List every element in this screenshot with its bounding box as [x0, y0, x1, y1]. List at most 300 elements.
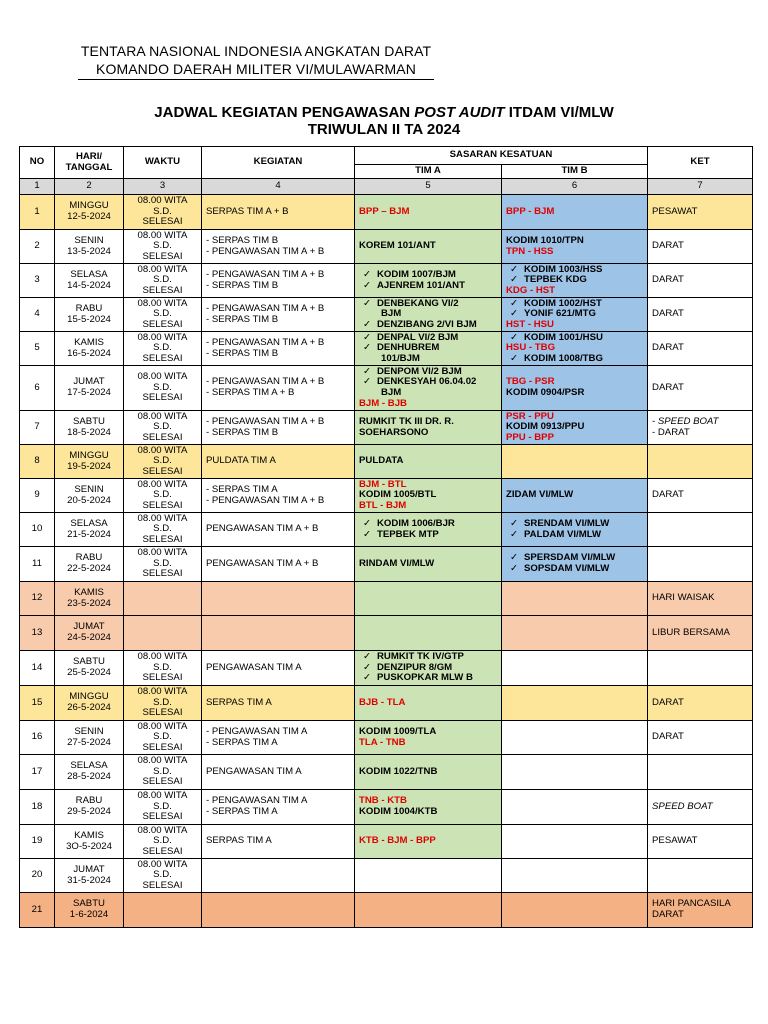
day-name: RABU [75, 795, 103, 807]
remark-line: DARAT [652, 240, 684, 252]
table-row [20, 513, 753, 547]
activity-cell [202, 686, 355, 721]
team-a-line: BJM [381, 308, 402, 320]
day-date-cell [55, 616, 124, 651]
day-date-cell [55, 547, 124, 582]
activity-line: SERPAS TIM A [206, 696, 272, 708]
remark-cell [648, 790, 753, 825]
time-line: S.D. [153, 455, 172, 467]
team-a-line-text: DENKESYAH 06.04.02 [377, 376, 477, 388]
team-a-line [359, 343, 497, 354]
remark-cell [648, 582, 753, 616]
table-row [20, 686, 753, 721]
date: 13-5-2024 [67, 245, 111, 257]
team-a-line: BJM - BTL [359, 478, 407, 490]
check-icon: ✓ [363, 528, 372, 540]
remark-line: - SPEED BOAT [652, 415, 719, 427]
team-a-line: SOEHARSONO [359, 426, 429, 438]
activity-line: PENGAWASAN TIM A + B [206, 523, 319, 535]
document-header [0, 42, 512, 80]
team-a-line-text: DENHUBREM [377, 342, 440, 354]
time-line: S.D. [153, 661, 172, 673]
day-name: SABTU [73, 656, 105, 668]
table-row [20, 859, 753, 893]
check-icon: ✓ [363, 376, 372, 388]
remark-line: DARAT [652, 342, 684, 354]
team-a-line: BJM [381, 387, 402, 398]
activity-line: - PENGAWASAN TIM A + B [206, 494, 325, 506]
table-row [20, 893, 753, 928]
team-b-line [506, 530, 643, 541]
activity-cell [202, 264, 355, 298]
header-tim-a: TIM A [355, 165, 502, 179]
remark-cell [648, 547, 753, 582]
remark-line: DARAT [652, 909, 684, 920]
team-b-cell [502, 616, 648, 651]
team-a-cell [355, 230, 502, 264]
team-a-line-text: DENPAL VI/2 BJM [377, 331, 459, 343]
team-a-line: TNB - KTB [359, 795, 407, 807]
team-b-line-text: KODIM 1001/HSU [524, 331, 603, 343]
table-row [20, 547, 753, 582]
row-number: 9 [20, 479, 55, 513]
time-line: 08.00 WITA [137, 229, 188, 241]
remark-cell [648, 479, 753, 513]
check-icon: ✓ [510, 331, 519, 343]
check-icon: ✓ [363, 672, 372, 684]
time-line: S.D. [153, 240, 172, 252]
activity-line: - PENGAWASAN TIM A [206, 795, 308, 807]
time-line: 08.00 WITA [137, 790, 188, 802]
team-a-cell [355, 790, 502, 825]
time-line: S.D. [153, 765, 172, 777]
time-cell [124, 582, 202, 616]
team-b-line: HST - HSU [506, 318, 554, 330]
column-number-row [20, 179, 753, 195]
remark-line: DARAT [652, 696, 684, 708]
team-b-line-text: TEPBEK KDG [524, 274, 587, 286]
row-number: 7 [20, 411, 55, 445]
team-a-cell [355, 859, 502, 893]
activity-cell [202, 332, 355, 366]
activity-cell [202, 582, 355, 616]
check-icon: ✓ [363, 297, 372, 309]
time-line: 08.00 WITA [137, 755, 188, 767]
team-b-cell [502, 755, 648, 790]
activity-cell [202, 616, 355, 651]
team-a-cell [355, 195, 502, 230]
time-line: SELESAI [142, 284, 183, 296]
activity-line: - PENGAWASAN TIM A + B [206, 376, 325, 388]
check-icon: ✓ [510, 552, 519, 564]
remark-cell [648, 195, 753, 230]
time-line: 08.00 WITA [137, 858, 188, 870]
day-name: SELASA [70, 268, 108, 280]
day-date-cell [55, 859, 124, 893]
table-row [20, 298, 753, 332]
team-b-line [506, 354, 643, 365]
time-cell [124, 721, 202, 755]
team-b-line-text: YONIF 621/MTG [524, 308, 596, 320]
team-b-cell [502, 582, 648, 616]
time-line: 08.00 WITA [137, 444, 188, 456]
team-a-line: BTL - BJM [359, 499, 407, 511]
check-icon: ✓ [510, 352, 519, 364]
time-line: SELESAI [142, 776, 183, 788]
remark-cell [648, 651, 753, 686]
team-a-line: PULDATA [359, 455, 404, 467]
team-b-line: HSU - TBG [506, 342, 556, 354]
row-number: 15 [20, 686, 55, 721]
remark-line: DARAT [652, 308, 684, 320]
day-date-cell [55, 721, 124, 755]
time-line: S.D. [153, 731, 172, 743]
activity-cell [202, 230, 355, 264]
activity-cell [202, 651, 355, 686]
time-cell [124, 513, 202, 547]
title-italic: POST AUDIT [414, 104, 505, 121]
team-b-line: TPN - HSS [506, 245, 554, 257]
check-icon: ✓ [510, 308, 519, 320]
activity-line: PENGAWASAN TIM A [206, 765, 302, 777]
table-row [20, 721, 753, 755]
team-b-cell [502, 686, 648, 721]
time-line: SELESAI [142, 672, 183, 684]
time-cell [124, 195, 202, 230]
team-a-cell [355, 721, 502, 755]
row-number: 16 [20, 721, 55, 755]
activity-line: - SERPAS TIM B [206, 279, 279, 291]
title-line-1 [0, 104, 768, 121]
time-cell [124, 332, 202, 366]
activity-cell [202, 479, 355, 513]
remark-cell [648, 616, 753, 651]
team-b-line-text: SOPSDAM VI/MLW [524, 563, 610, 574]
day-date-cell [55, 195, 124, 230]
activity-line: - PENGAWASAN TIM A + B [206, 245, 325, 257]
activity-line: PENGAWASAN TIM A + B [206, 557, 319, 569]
team-a-line-text: TEPBEK MTP [377, 528, 439, 540]
time-line: 08.00 WITA [137, 478, 188, 490]
team-b-cell [502, 721, 648, 755]
activity-line: SERPAS TIM A + B [206, 205, 289, 217]
time-line: SELESAI [142, 741, 183, 753]
time-line: SELESAI [142, 811, 183, 823]
time-cell [124, 651, 202, 686]
time-line: S.D. [153, 342, 172, 354]
activity-line: - PENGAWASAN TIM A [206, 725, 308, 737]
day-date-cell [55, 445, 124, 479]
activity-cell [202, 893, 355, 928]
time-line: 08.00 WITA [137, 720, 188, 732]
time-line: S.D. [153, 557, 172, 569]
activity-line: - SERPAS TIM A [206, 483, 278, 495]
row-number: 18 [20, 790, 55, 825]
table-row [20, 332, 753, 366]
check-icon: ✓ [510, 563, 519, 574]
day-name: SELASA [70, 760, 108, 772]
day-name: SENIN [74, 234, 104, 246]
time-cell [124, 790, 202, 825]
activity-line: - PENGAWASAN TIM A + B [206, 336, 325, 348]
day-date-cell [55, 825, 124, 859]
day-name: KAMIS [74, 586, 104, 598]
check-icon: ✓ [363, 661, 372, 673]
remark-line: DARAT [652, 731, 684, 743]
date: 16-5-2024 [67, 347, 111, 359]
time-cell [124, 479, 202, 513]
schedule-body [20, 195, 753, 928]
team-a-line-text: DENBEKANG VI/2 [377, 297, 459, 309]
team-b-line: ZIDAM VI/MLW [506, 489, 574, 501]
activity-cell [202, 825, 355, 859]
date: 27-5-2024 [67, 736, 111, 748]
column-number: 7 [648, 179, 753, 195]
time-cell [124, 755, 202, 790]
remark-cell [648, 513, 753, 547]
team-a-line-text: DENZIPUR 8/GM [377, 661, 453, 673]
team-b-cell [502, 825, 648, 859]
remark-line: - DARAT [652, 426, 690, 438]
activity-cell [202, 755, 355, 790]
remark-cell [648, 230, 753, 264]
team-a-cell [355, 445, 502, 479]
activity-line: - PENGAWASAN TIM A + B [206, 302, 325, 314]
row-number: 21 [20, 893, 55, 928]
header-underline [78, 79, 434, 80]
team-b-line-text: SPERSDAM VI/MLW [524, 552, 616, 564]
date: 1-6-2024 [69, 909, 109, 920]
day-date-cell [55, 230, 124, 264]
time-line: S.D. [153, 205, 172, 217]
remark-line: HARI PANCASILA [652, 898, 731, 910]
time-line: S.D. [153, 800, 172, 812]
team-a-cell [355, 332, 502, 366]
check-icon: ✓ [510, 517, 519, 529]
time-line: 08.00 WITA [137, 512, 188, 524]
activity-line: - PENGAWASAN TIM A + B [206, 268, 325, 280]
team-a-line-text: AJENREM 101/ANT [377, 279, 465, 291]
team-b-line-text: SRENDAM VI/MLW [524, 517, 610, 529]
table-row [20, 230, 753, 264]
team-a-line: RINDAM VI/MLW [359, 557, 435, 569]
team-a-line [359, 673, 497, 684]
team-a-line-text: PUSKOPKAR MLW B [377, 672, 473, 684]
day-date-cell [55, 686, 124, 721]
row-number: 6 [20, 366, 55, 411]
check-icon: ✓ [363, 268, 372, 280]
team-a-cell [355, 264, 502, 298]
remark-cell [648, 721, 753, 755]
check-icon: ✓ [363, 318, 372, 330]
time-line: S.D. [153, 381, 172, 393]
time-line: S.D. [153, 274, 172, 286]
remark-line: PESAWAT [652, 205, 698, 217]
day-date-cell [55, 513, 124, 547]
team-a-cell [355, 547, 502, 582]
schedule-table [19, 146, 753, 928]
day-name: MINGGU [69, 200, 109, 212]
time-line: 08.00 WITA [137, 331, 188, 343]
row-number: 14 [20, 651, 55, 686]
time-line: SELESAI [142, 392, 183, 404]
team-a-line [359, 281, 497, 292]
day-name: SABTU [73, 898, 105, 910]
team-a-line-text: RUMKIT TK IV/GTP [377, 651, 464, 663]
time-cell [124, 230, 202, 264]
team-a-line [359, 299, 497, 310]
team-a-line-text: KODIM 1007/BJM [377, 268, 456, 280]
remark-cell [648, 298, 753, 332]
time-line: S.D. [153, 869, 172, 881]
activity-line: PENGAWASAN TIM A [206, 661, 302, 673]
team-a-line: 101/BJM [381, 352, 420, 364]
time-cell [124, 616, 202, 651]
time-line: 08.00 WITA [137, 195, 188, 207]
remark-line: HARI WAISAK [652, 592, 715, 604]
time-line: SELESAI [142, 879, 183, 891]
team-a-line: KODIM 1022/TNB [359, 765, 438, 777]
table-row [20, 651, 753, 686]
team-b-line-text: PALDAM VI/MLW [524, 528, 602, 540]
remark-cell [648, 332, 753, 366]
day-date-cell [55, 479, 124, 513]
date: 19-5-2024 [67, 460, 111, 472]
activity-cell [202, 859, 355, 893]
team-a-cell [355, 411, 502, 445]
activity-line: - SERPAS TIM B [206, 426, 279, 438]
org-line-1: TENTARA NASIONAL INDONESIA ANGKATAN DARAT [80, 43, 432, 59]
team-a-line: KTB - BJM - BPP [359, 835, 436, 847]
date: 26-5-2024 [67, 702, 111, 713]
team-b-cell [502, 547, 648, 582]
day-date-cell [55, 264, 124, 298]
team-a-cell [355, 755, 502, 790]
team-b-cell [502, 264, 648, 298]
time-line: SELESAI [142, 465, 183, 477]
date: 21-5-2024 [67, 528, 111, 540]
team-b-cell [502, 332, 648, 366]
team-a-line: BJB - TLA [359, 696, 406, 708]
time-cell [124, 825, 202, 859]
team-a-line: KODIM 1009/TLA [359, 725, 437, 737]
date: 24-5-2024 [67, 632, 111, 643]
activity-line: - SERPAS TIM B [206, 347, 279, 359]
team-b-cell [502, 651, 648, 686]
team-b-line-text: KODIM 1008/TBG [524, 352, 603, 364]
team-a-line: RUMKIT TK III DR. R. [359, 415, 454, 427]
check-icon: ✓ [363, 517, 372, 529]
date: 25-5-2024 [67, 667, 111, 678]
day-date-cell [55, 411, 124, 445]
header-no: NO [20, 147, 55, 179]
day-name: SABTU [73, 415, 105, 427]
time-line: SELESAI [142, 845, 183, 857]
activity-line: SERPAS TIM A [206, 835, 272, 847]
column-number: 6 [502, 179, 648, 195]
day-name: MINGGU [69, 691, 109, 703]
team-a-line [359, 530, 497, 541]
title-post: ITDAM VI/MLW [504, 104, 614, 121]
time-line: 08.00 WITA [137, 263, 188, 275]
time-line: S.D. [153, 308, 172, 320]
org-line-2: KOMANDO DAERAH MILITER VI/MULAWARMAN [96, 61, 416, 77]
date: 18-5-2024 [67, 426, 111, 438]
header-waktu: WAKTU [124, 147, 202, 179]
activity-line: PULDATA TIM A [206, 455, 276, 467]
row-number: 8 [20, 445, 55, 479]
remark-line: LIBUR BERSAMA [652, 626, 730, 638]
team-b-line: BPP - BJM [506, 205, 555, 217]
day-name: RABU [75, 302, 103, 314]
team-a-cell [355, 893, 502, 928]
activity-line: - SERPAS TIM A [206, 806, 278, 817]
table-row [20, 755, 753, 790]
column-number: 2 [55, 179, 124, 195]
time-line: SELESAI [142, 216, 183, 228]
header-sasaran: SASARAN KESATUAN [355, 147, 648, 165]
row-number: 2 [20, 230, 55, 264]
table-row [20, 479, 753, 513]
team-a-cell [355, 582, 502, 616]
team-a-cell [355, 366, 502, 411]
team-b-cell [502, 298, 648, 332]
day-date-cell [55, 893, 124, 928]
team-a-cell [355, 686, 502, 721]
time-cell [124, 445, 202, 479]
time-line: S.D. [153, 421, 172, 433]
activity-cell [202, 366, 355, 411]
date: 20-5-2024 [67, 494, 111, 506]
time-line: S.D. [153, 489, 172, 501]
team-b-cell [502, 195, 648, 230]
activity-line: - SERPAS TIM B [206, 313, 279, 325]
remark-cell [648, 264, 753, 298]
day-name: SENIN [74, 725, 104, 737]
team-b-cell [502, 479, 648, 513]
table-row [20, 616, 753, 651]
table-row [20, 790, 753, 825]
activity-line: - PENGAWASAN TIM A + B [206, 415, 325, 427]
time-line: 08.00 WITA [137, 410, 188, 422]
check-icon: ✓ [363, 279, 372, 291]
activity-cell [202, 547, 355, 582]
date: 31-5-2024 [67, 874, 111, 886]
activity-cell [202, 513, 355, 547]
remark-cell [648, 366, 753, 411]
remark-line: SPEED BOAT [652, 800, 713, 812]
time-line: SELESAI [142, 533, 183, 545]
time-line: S.D. [153, 835, 172, 847]
activity-cell [202, 721, 355, 755]
table-row [20, 411, 753, 445]
table-row [20, 445, 753, 479]
column-number: 3 [124, 179, 202, 195]
check-icon: ✓ [510, 274, 519, 286]
remark-cell [648, 893, 753, 928]
team-b-line: PSR - PPU [506, 410, 554, 422]
check-icon: ✓ [510, 263, 519, 275]
team-b-cell [502, 790, 648, 825]
remark-line: PESAWAT [652, 835, 698, 847]
row-number: 4 [20, 298, 55, 332]
activity-cell [202, 445, 355, 479]
team-b-cell [502, 230, 648, 264]
time-line: SELESAI [142, 568, 183, 580]
activity-line: - SERPAS TIM B [206, 234, 279, 246]
day-date-cell [55, 366, 124, 411]
day-date-cell [55, 755, 124, 790]
